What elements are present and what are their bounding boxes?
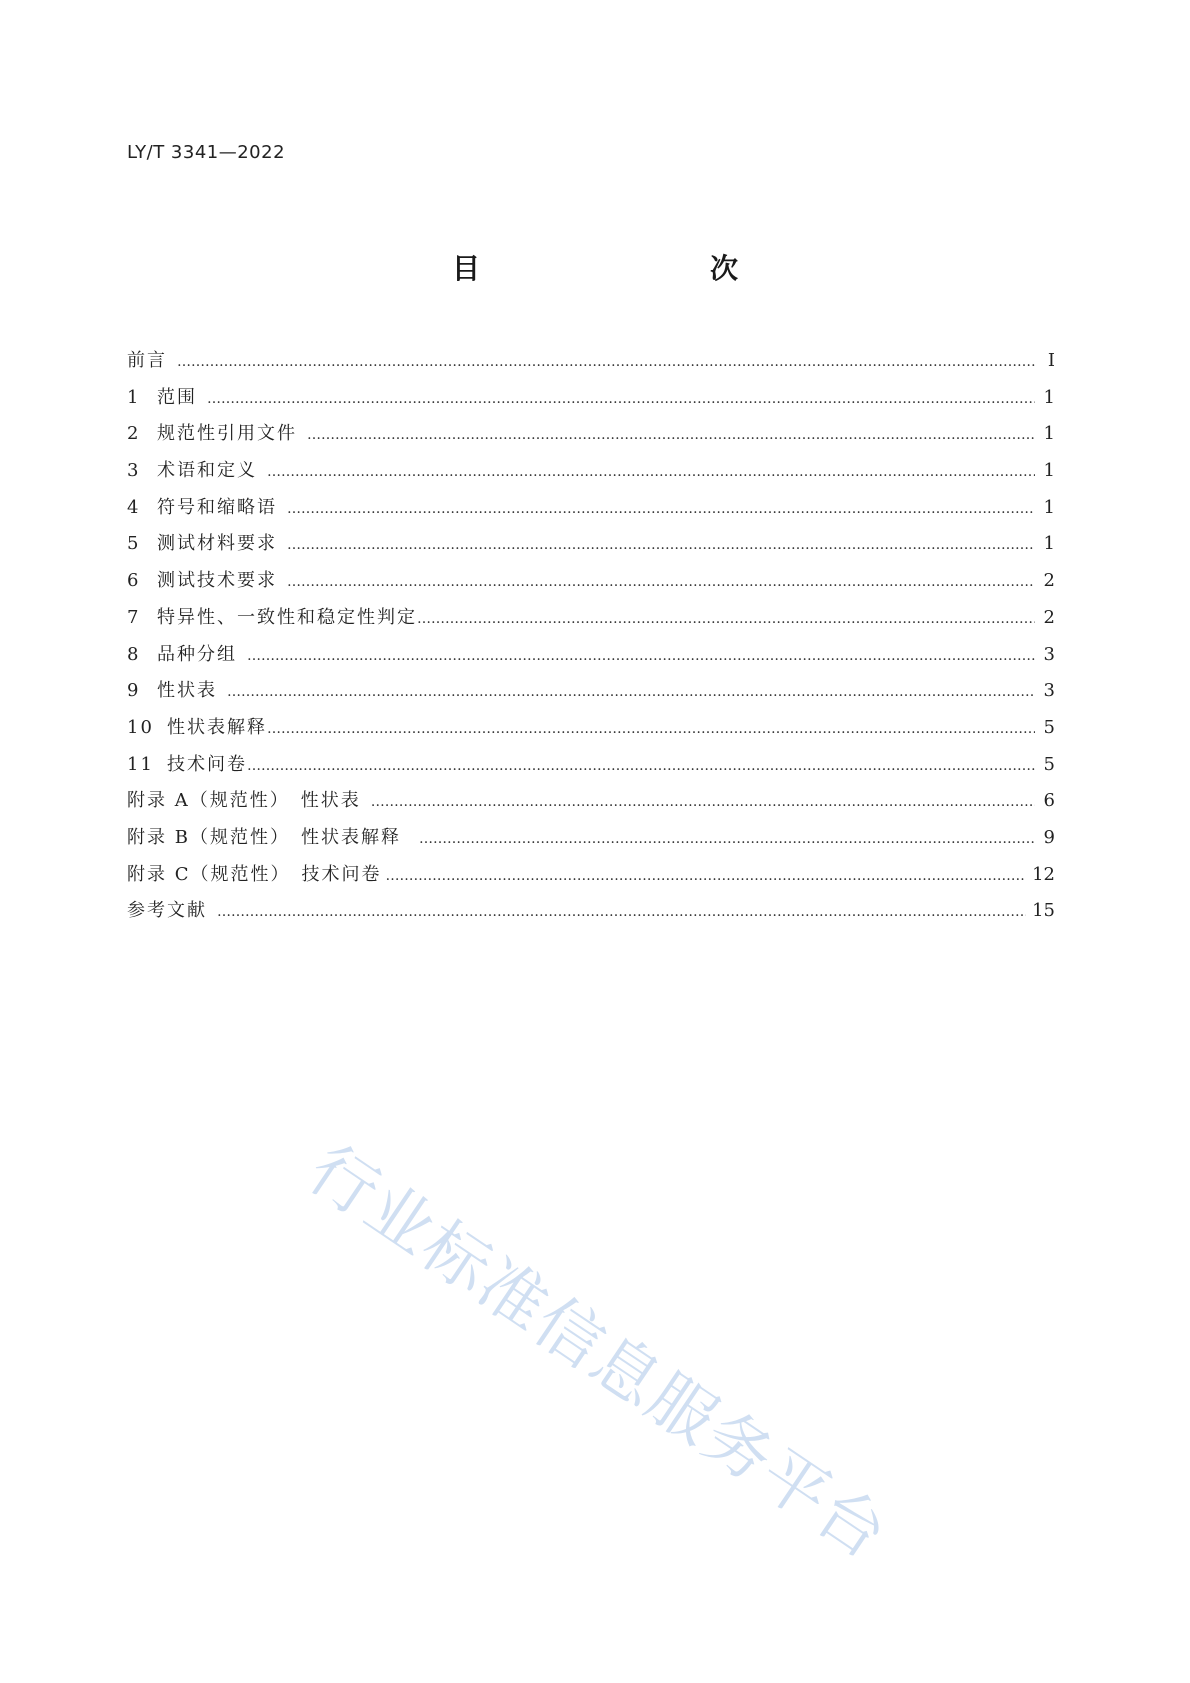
toc-entry-7[interactable]: [127, 603, 1055, 640]
toc-entry-page: 15: [1032, 900, 1055, 922]
toc-entry-11[interactable]: [127, 750, 1055, 787]
toc-entry-references[interactable]: [127, 896, 1055, 933]
toc-entry-2[interactable]: [127, 419, 1055, 456]
dot-leader: [217, 904, 1026, 920]
toc-entry-10[interactable]: [127, 713, 1055, 750]
toc-entry-number: 6: [127, 570, 141, 592]
toc-entry-number: 8: [127, 643, 141, 665]
dot-leader: [247, 648, 1035, 664]
toc-entry-page: 3: [1043, 643, 1055, 665]
toc-entry-annex-a[interactable]: [127, 786, 1055, 823]
toc-entry-6[interactable]: [127, 566, 1055, 603]
dot-leader: [371, 794, 1035, 810]
dot-leader: [247, 758, 1035, 774]
toc-entry-9[interactable]: [127, 676, 1055, 713]
toc-entry-label: 参考文献: [127, 900, 207, 922]
toc-entry-3[interactable]: [127, 456, 1055, 493]
toc-entry-page: 1: [1043, 496, 1055, 518]
toc-entry-annex-b[interactable]: [127, 823, 1055, 860]
toc-entry-label: 品种分组: [157, 643, 237, 665]
dot-leader: [287, 574, 1035, 590]
toc-entry-page: 2: [1043, 570, 1055, 592]
toc-entry-label: 性状表解释: [167, 716, 267, 738]
toc-entry-annex-c[interactable]: [127, 860, 1055, 897]
toc-entry-number: 11: [127, 753, 154, 775]
table-of-contents: [127, 346, 1055, 933]
toc-entry-8[interactable]: [127, 640, 1055, 677]
toc-entry-5[interactable]: [127, 529, 1055, 566]
toc-entry-number: 10: [127, 716, 154, 738]
toc-entry-label: 范围: [157, 386, 197, 408]
toc-entry-number: 2: [127, 423, 141, 445]
toc-entry-page: 9: [1043, 826, 1055, 848]
toc-entry-page: 5: [1043, 753, 1055, 775]
toc-entry-label: 性状表: [157, 680, 217, 702]
toc-entry-page: 1: [1043, 423, 1055, 445]
toc-entry-page: 1: [1043, 460, 1055, 482]
dot-leader: [419, 831, 1035, 847]
toc-entry-label: 附录 C（规范性） 技术问卷: [127, 863, 382, 885]
toc-entry-label: 特异性、一致性和稳定性判定: [157, 606, 417, 628]
dot-leader: [386, 868, 1027, 884]
toc-entry-page: Ⅰ: [1047, 350, 1055, 371]
dot-leader: [307, 427, 1035, 443]
toc-entry-page: 1: [1043, 533, 1055, 555]
page-title: 目 次: [451, 252, 796, 285]
toc-entry-label: 附录 A（规范性） 性状表: [127, 790, 361, 812]
dot-leader: [417, 611, 1035, 627]
toc-entry-label: 测试技术要求: [157, 570, 277, 592]
toc-entry-page: 1: [1043, 386, 1055, 408]
dot-leader: [267, 464, 1035, 480]
toc-entry-4[interactable]: [127, 493, 1055, 530]
toc-entry-page: 6: [1043, 790, 1055, 812]
toc-entry-page: 3: [1043, 680, 1055, 702]
dot-leader: [207, 391, 1035, 407]
toc-entry-label: 附录 B（规范性） 性状表解释: [127, 826, 401, 848]
toc-entry-number: 5: [127, 533, 141, 555]
toc-entry-number: 7: [127, 606, 141, 628]
toc-entry-label: 规范性引用文件: [157, 423, 297, 445]
dot-leader: [177, 354, 1035, 370]
toc-entry-page: 5: [1043, 716, 1055, 738]
toc-entry-label: 前言: [127, 350, 167, 371]
dot-leader: [287, 501, 1035, 517]
dot-leader: [267, 721, 1035, 737]
toc-entry-number: 3: [127, 460, 141, 482]
dot-leader: [227, 684, 1035, 700]
toc-entry-1[interactable]: [127, 383, 1055, 420]
toc-entry-label: 符号和缩略语: [157, 496, 277, 518]
toc-entry-page: 12: [1032, 863, 1055, 885]
standard-code: LY/T 3341—2022: [127, 142, 286, 163]
dot-leader: [287, 537, 1035, 553]
toc-entry-page: 2: [1043, 606, 1055, 628]
toc-entry-label: 技术问卷: [167, 753, 247, 775]
toc-entry-number: 9: [127, 680, 141, 702]
toc-entry-label: 术语和定义: [157, 460, 257, 482]
watermark: 行业标准信息服务平台: [295, 1130, 902, 1575]
toc-entry-foreword[interactable]: [127, 346, 1055, 383]
toc-entry-label: 测试材料要求: [157, 533, 277, 555]
toc-entry-number: 4: [127, 496, 141, 518]
toc-entry-number: 1: [127, 386, 141, 408]
